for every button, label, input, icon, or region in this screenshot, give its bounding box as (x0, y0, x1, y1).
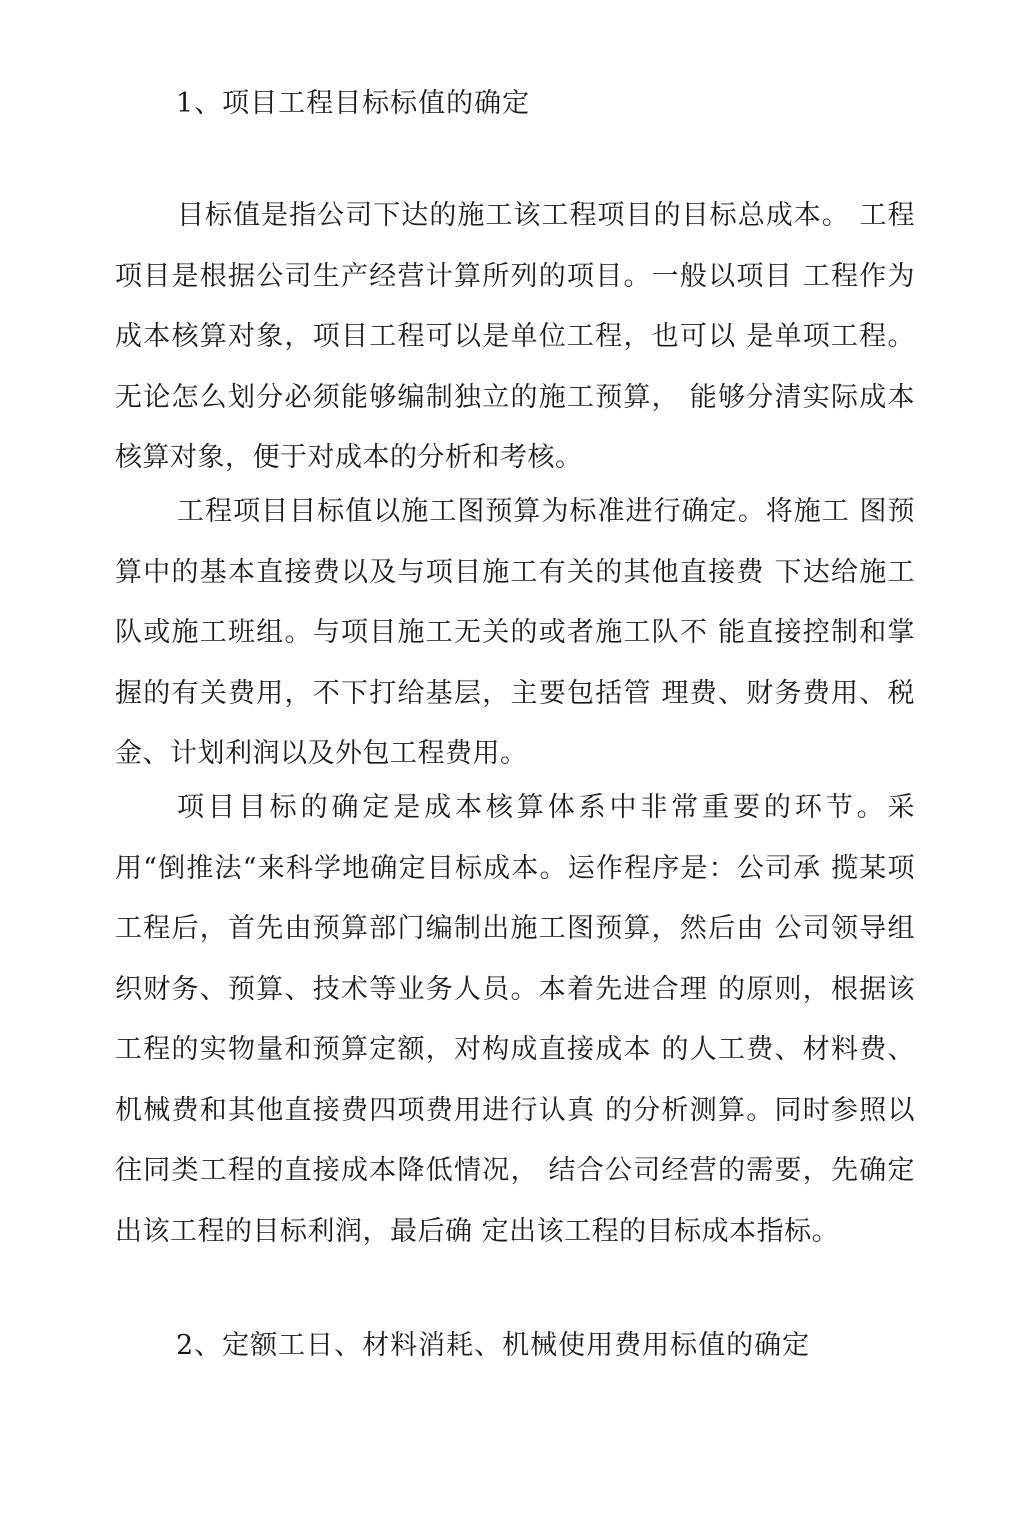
paragraph-target-value-basis: 工程项目目标值以施工图预算为标准进行确定。将施工 图预算中的基本直接费以及与项目施工有关的其他直接费 下达给施工队或施工班组。与项目施工无关的或者施工队不 能直接控制和掌握的有关费用，不下打给基层，主要包括管 理费、财务费用、税金、计划利润以及外包工程费用。 (115, 496, 915, 769)
section-heading-1: 1、项目工程目标标值的确定 (176, 88, 531, 119)
paragraph-target-determination: 项目目标的确定是成本核算体系中非常重要的环节。采 用“倒推法“来科学地确定目标成本。运作程序是：公司承 揽某项工程后，首先由预算部门编制出施工图预算，然后由 公司领导组织财务、预算、技术等业务人员。本着先进合理 的原则，根据该工程的实物量和预算定额，对构成直接成本 的人工费、材料费、机械费和其他直接费四项费用进行认真 的分析测算。同时参照以往同类工程的直接成本降低情况， 结合公司经营的需要，先确定出该工程的目标利润，最后确 定出该工程的目标成本指标。 (115, 792, 915, 1247)
section-heading-2: 2、定额工日、材料消耗、机械使用费用标值的确定 (176, 1330, 811, 1361)
paragraph-target-value-definition: 目标值是指公司下达的施工该工程项目的目标总成本。 工程项目是根据公司生产经营计算所列的项目。一般以项目 工程作为成本核算对象，项目工程可以是单位工程，也可以 是单项工程。无论怎么划分必须能够编制独立的施工预算， 能够分清实际成本核算对象，便于对成本的分析和考核。 (115, 200, 915, 473)
